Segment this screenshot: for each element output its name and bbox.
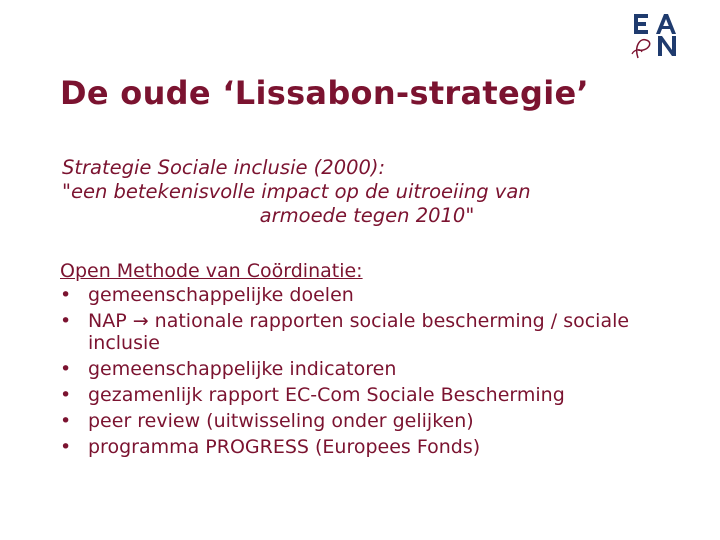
list-item-text: peer review (uitwisseling onder gelijken) (88, 410, 474, 432)
strategy-quote (62, 156, 662, 228)
list-item (60, 284, 680, 306)
list-item-text: gezamenlijk rapport EC-Com Sociale Bescherming (88, 384, 565, 406)
strategy-quote-line-2: armoede tegen 2010" (259, 204, 475, 227)
bullet-icon: • (60, 410, 72, 432)
slide-title: De oude ‘Lissabon-strategie’ (60, 74, 589, 112)
bullet-icon: • (60, 358, 72, 380)
bullet-icon: • (60, 436, 72, 458)
eapn-logo (626, 10, 682, 60)
omc-section (60, 258, 680, 462)
list-item (60, 410, 680, 432)
list-item-text: gemeenschappelijke doelen (88, 284, 354, 306)
omc-list (60, 284, 680, 458)
list-item-text: gemeenschappelijke indicatoren (88, 358, 397, 380)
list-item (60, 384, 680, 406)
list-item (60, 358, 680, 380)
list-item-text: programma PROGRESS (Europees Fonds) (88, 436, 481, 458)
list-item (60, 436, 680, 458)
bullet-icon: • (60, 310, 72, 332)
strategy-heading: Strategie Sociale inclusie (2000): (62, 156, 386, 179)
bullet-icon: • (60, 384, 72, 406)
list-item (60, 310, 680, 354)
strategy-quote-line-1: "een betekenisvolle impact op de uitroeiing van (62, 180, 531, 203)
omc-heading: Open Methode van Coördinatie: (60, 260, 363, 282)
bullet-icon: • (60, 284, 72, 306)
list-item-text: NAP → nationale rapporten sociale bescherming / sociale inclusie (88, 310, 630, 354)
